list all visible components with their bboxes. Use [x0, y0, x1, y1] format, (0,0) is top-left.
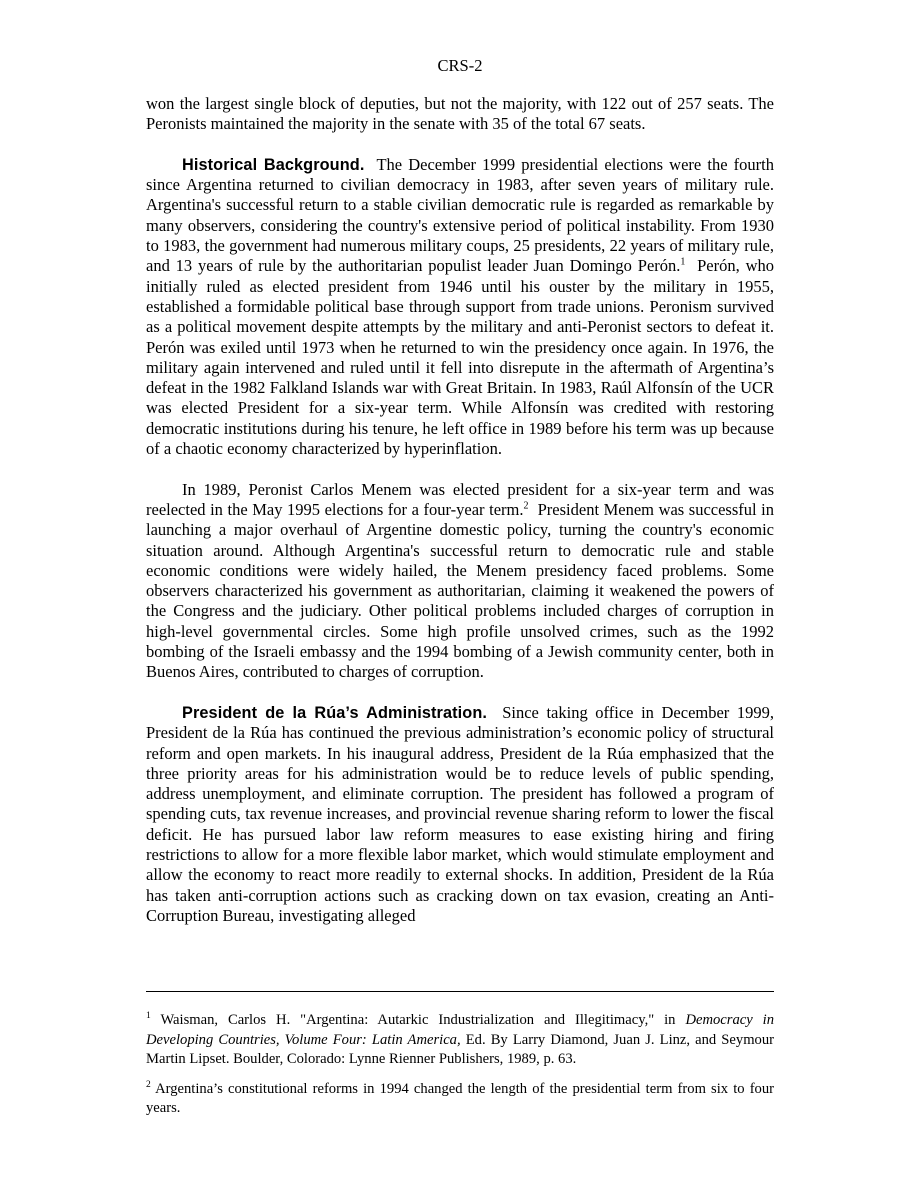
footnote-text: Waisman, Carlos H. "Argentina: Autarkic Industrialization and Illegitimacy," in [160, 1012, 676, 1028]
footnote-italic-title: Democracy in Developing Countries, Volume Four: Latin America, [146, 1012, 774, 1048]
paragraph-text: Perón, who initially ruled as elected president from 1946 until his ouster by the military in 1955, established a formidable political base through support from trade unions. Peronism survived as a political movement despite attempts by the military and anti-Peronist sectors to defeat it. Perón was exiled until 1973 when he returned to win the presidency once again. In 1976, the military again intervened and ruled until it fell into disrepute in the aftermath of Argentina’s defeat in the 1982 Falkland Islands war with Great Britain. In 1983, Raúl Alfonsín of the UCR was elected President for a six-year term. While Alfonsín was credited with restoring democratic institutions during his tenure, he left office in 1989 before his term was up because of a chaotic economy characterized by hyperinflation. [146, 256, 774, 459]
footnotes [146, 1011, 774, 1129]
footnote-reference[interactable]: 2 [523, 500, 529, 512]
footnote-text: Ed. By Larry Diamond, Juan J. Linz, and Seymour Martin Lipset. Boulder, Colorado: Lynne Rienner Publishers, 1989, p. 63. [146, 1031, 774, 1067]
section-heading-historical-background: Historical Background. [182, 155, 365, 174]
paragraph-text: The December 1999 presidential elections were the fourth since Argentina returned to civilian democracy in 1983, after seven years of military rule. Argentina's successful return to a stable civilian democratic rule is regarded as remarkable by many observers, considering the country's extensive period of political instability. From 1930 to 1983, the government had numerous military coups, 25 presidents, 22 years of military rule, and 13 years of rule by the authoritarian populist leader Juan Domingo Perón. [146, 154, 774, 276]
section-heading-de-la-rua-administration: President de la Rúa’s Administration. [182, 703, 487, 722]
footnote-2 [146, 1080, 774, 1119]
footnote-reference[interactable]: 1 [680, 256, 686, 268]
paragraph-de-la-rua-administration [146, 703, 774, 926]
document-body [146, 56, 774, 946]
paragraph-text: Since taking office in December 1999, President de la Rúa has continued the previous administration’s economic policy of structural reform and open markets. In his inaugural address, President de la Rúa emphasized that the three priority areas for his administration would be to reduce levels of public spending, address unemployment, and eliminate corruption. The president has followed a program of spending cuts, tax revenue increases, and provincial revenue sharing reform to lower the fiscal deficit. He has pursued labor law reform measures to ease existing hiring and firing restrictions to allow for a more flexible labor market, which would stimulate employment and allow the economy to react more readily to external shocks. In addition, President de la Rúa has taken anti-corruption actions such as cracking down on tax evasion, creating an Anti-Corruption Bureau, investigating alleged [146, 702, 775, 925]
paragraph-historical-background [146, 155, 774, 459]
paragraph-continuation [146, 94, 774, 135]
footnote-1 [146, 1011, 774, 1070]
page-header [146, 56, 774, 76]
page-label: CRS-2 [437, 56, 483, 75]
paragraph-text: President Menem was successful in launching a major overhaul of Argentine domestic policy, turning the country's economic situation around. Although Argentina's successful return to democratic rule and stable economic conditions were widely hailed, the Menem presidency faced problems. Some observers characterized his government as authoritarian, claiming it weakened the powers of the Congress and the judiciary. Other political problems included charges of corruption in high-level governmental circles. Some high profile unsolved crimes, such as the 1992 bombing of the Israeli embassy and the 1994 bombing of a Jewish community center, both in Buenos Aires, contributed to charges of corruption. [146, 499, 775, 682]
paragraph-text: won the largest single block of deputies, but not the majority, with 122 out of 257 seats. The Peronists maintained the majority in the senate with 35 of the total 67 seats. [146, 94, 774, 134]
footnote-number: 1 [146, 1011, 151, 1022]
paragraph-text: In 1989, Peronist Carlos Menem was elected president for a six-year term and was reelected in the May 1995 elections for a four-year term. [146, 479, 774, 519]
paragraph-menem [146, 480, 774, 683]
footnote-text: Argentina’s constitutional reforms in 1994 changed the length of the presidential term from six to four years. [146, 1080, 775, 1116]
footnote-number: 2 [146, 1079, 151, 1090]
footnote-divider [146, 991, 774, 992]
